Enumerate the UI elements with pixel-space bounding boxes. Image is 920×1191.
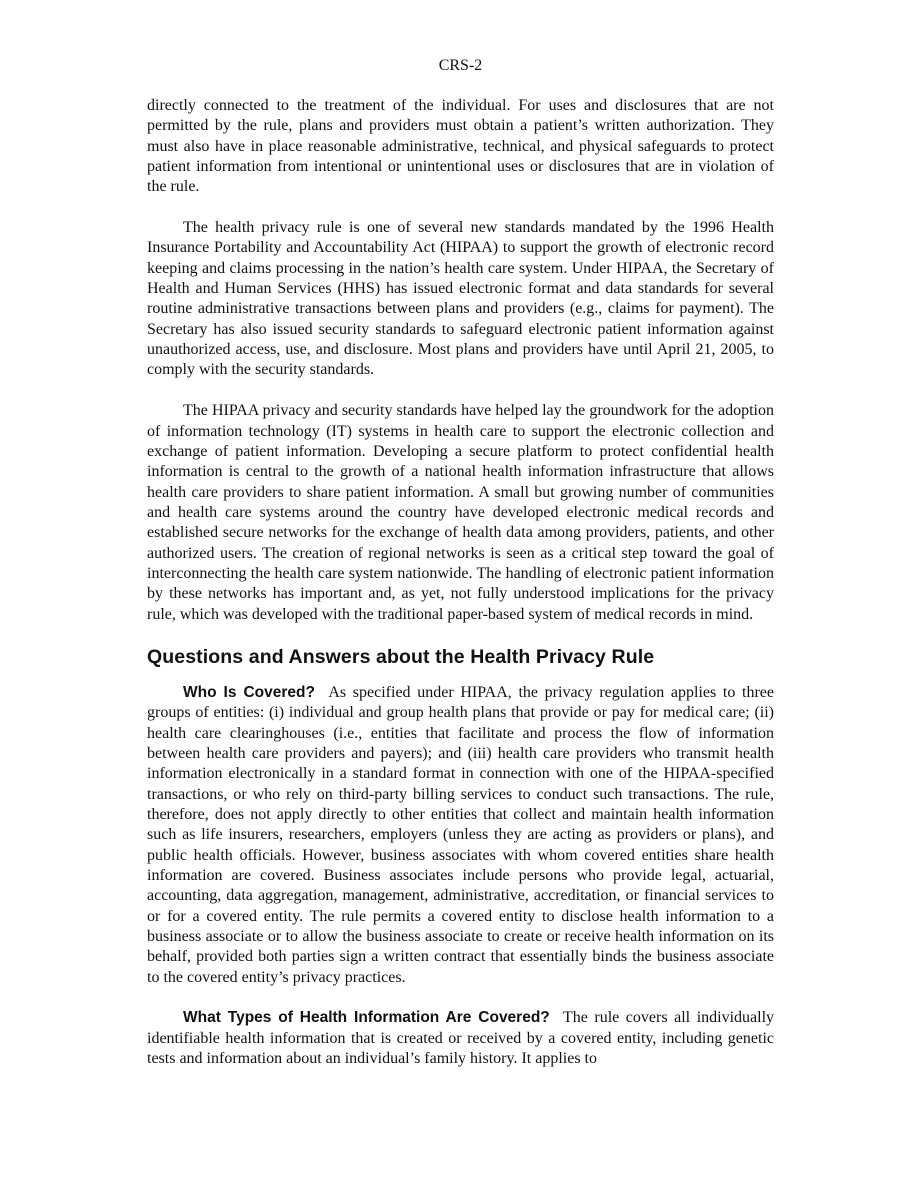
answer-who-is-covered: As specified under HIPAA, the privacy regulation applies to three groups of entities: (i) individual and group health plans that provide or pay for medical care; (ii) health care clearinghouses (i.e., entities that facilitate and process the flow of information between health care providers and payers); and (iii) health care providers who transmit health information electronically in a standard format in connection with one of the HIPAA-specified transactions, or who rely on third-party billing services to conduct such transactions. The rule, therefore, does not apply directly to other entities that collect and maintain health information such as life insurers, researchers, employers (unless they are acting as providers or plans), and public health officials. However, business associates with whom covered entities share health information are covered. Business associates include persons who provide legal, actuarial, accounting, data aggregation, management, administrative, accreditation, or financial services to or for a covered entity. The rule permits a covered entity to disclose health information to a business associate or to allow the business associate to create or receive health information on its behalf, provided both parties sign a written contract that essentially binds the business associate to the covered entity’s privacy practices. [147, 683, 775, 986]
paragraph-3: The HIPAA privacy and security standards have helped lay the groundwork for the adoption of information technology (IT) systems in health care to support the electronic collection and exchange of patient information. Developing a secure platform to protect confidential health information is central to the growth of a national health information infrastructure that allows health care providers to share patient information. A small but growing number of communities and health care systems around the country have developed electronic medical records and established secure networks for the exchange of health data among providers, patients, and other authorized users. The creation of regional networks is seen as a critical step toward the goal of interconnecting the health care system nationwide. The handling of electronic patient information by these networks has important and, as yet, not fully understood implications for the privacy rule, which was developed with the traditional paper-based system of medical records in mind. [147, 402, 774, 623]
question-who-is-covered: Who Is Covered? [183, 683, 315, 701]
qa-who-is-covered [147, 683, 774, 988]
page-header: CRS-2 [438, 57, 483, 74]
answer-types-covered: The rule covers all individually identifiable health information that is created or received by a covered entity, including genetic tests and information about an individual’s family history. It applies to [147, 1009, 775, 1068]
question-types-covered: What Types of Health Information Are Covered? [183, 1009, 550, 1027]
qa-types-covered [147, 1008, 774, 1069]
paragraph-2: The health privacy rule is one of several new standards mandated by the 1996 Health Insurance Portability and Accountability Act (HIPAA) to support the growth of electronic record keeping and claims processing in the nation’s health care system. Under HIPAA, the Secretary of Health and Human Services (HHS) has issued electronic format and data standards for several routine administrative transactions between plans and providers (e.g., claims for payment). The Secretary has also issued security standards to safeguard electronic patient information against unauthorized access, use, and disclosure. Most plans and providers have until April 21, 2005, to comply with the security standards. [147, 219, 774, 379]
paragraph-1: directly connected to the treatment of the individual. For uses and disclosures that are not permitted by the rule, plans and providers must obtain a patient’s written authorization. They must also have in place reasonable administrative, technical, and physical safeguards to protect patient information from intentional or unintentional uses or disclosures that are in violation of the rule. [147, 97, 774, 196]
section-heading: Questions and Answers about the Health Privacy Rule [147, 645, 655, 668]
document-page [147, 56, 774, 1069]
